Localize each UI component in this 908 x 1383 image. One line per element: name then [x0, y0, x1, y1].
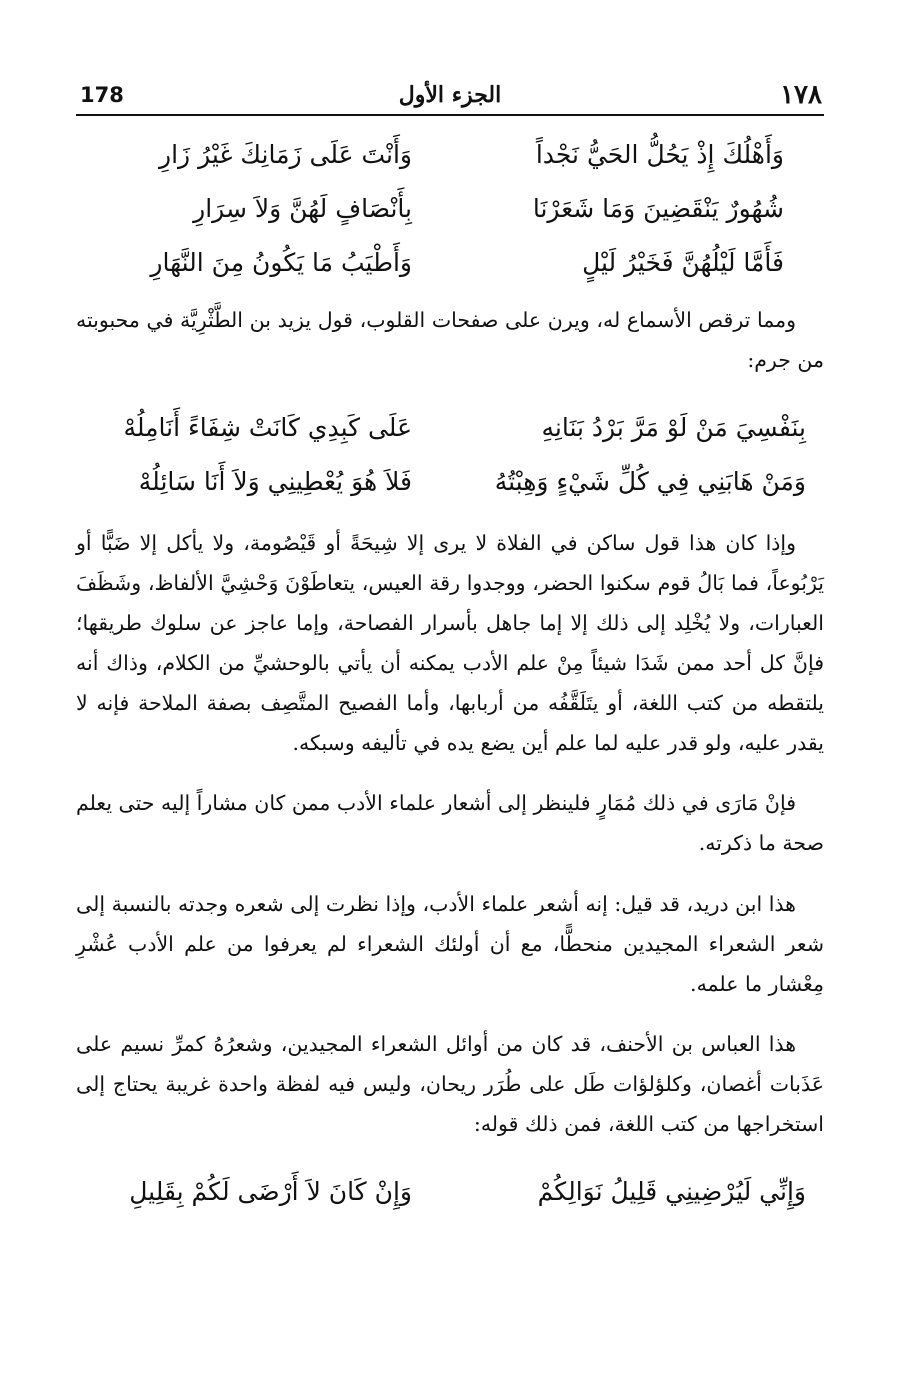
- page-number-arabic: ١٧٨: [780, 80, 822, 110]
- verse-second-hemistich: وَأَطْيَبُ مَا يَكُونُ مِنَ النَّهَارِ: [150, 248, 412, 277]
- verse-second-hemistich: فَلاَ هُوَ يُعْطِينِي وَلاَ أَنَا سَائِلُهْ: [138, 466, 412, 496]
- poem-block-1: [76, 128, 824, 290]
- verse-second-hemistich: بِأَنْصَافٍ لَهُنَّ وَلاَ سِرَارِ: [193, 194, 412, 223]
- verse-second-hemistich: وَأَنْتَ عَلَى زَمَانِكَ غَيْرُ زَارِ: [159, 140, 412, 169]
- verse-first-hemistich: بِنَفْسِيَ مَنْ لَوْ مَرَّ بَرْدُ بَنَانِهِ: [541, 412, 806, 442]
- verse-first-hemistich: فَأَمَّا لَيْلُهُنَّ فَخَيْرُ لَيْلٍ: [582, 248, 784, 277]
- verse-line: [76, 455, 824, 509]
- verse-first-hemistich: وَإِنِّي لَيُرْضِينِي قَلِيلُ نَوَالِكُمْ: [537, 1176, 806, 1206]
- book-page: [76, 78, 824, 1219]
- verse-line: [76, 236, 824, 290]
- verse-second-hemistich: عَلَى كَبِدِي كَانَتْ شِفَاءً أَنَامِلُهْ: [123, 412, 412, 442]
- poem-block-3: [76, 1165, 824, 1219]
- verse-first-hemistich: وَمَنْ هَابَنِي فِي كُلِّ شَيْءٍ وَهِبْتُهُ: [494, 466, 806, 496]
- verse-line: [76, 401, 824, 455]
- verse-line: [76, 128, 824, 182]
- verse-line: [76, 1165, 824, 1219]
- verse-first-hemistich: شُهُورٌ يَنْقَضِينَ وَمَا شَعَرْنَا: [532, 194, 784, 223]
- verse-first-hemistich: وَأَهْلُكَ إِذْ يَحُلُّ الحَيُّ نَجْداً: [535, 140, 784, 169]
- paragraph: ومما ترقص الأسماع له، ويرن على صفحات القلوب، قول يزيد بن الطَّثْرِيَّة في محبوبته من جرم:: [76, 308, 824, 372]
- paragraph: فإنْ مَارَى في ذلك مُمَارٍ فلينظر إلى أشعار علماء الأدب ممن كان مشاراً إليه حتى يعلم صحة ما ذكرته.: [76, 791, 824, 855]
- paragraph: وإذا كان هذا قول ساكن في الفلاة لا يرى إلا شِيحَةً أو قَيْصُومة، ولا يأكل إلا ضَبًّا أو يَرْبُوعاً، فما بَالُ قوم سكنوا الحضر، ووجدوا رقة العيس، يتعاطَوْنَ وَحْشِيَّ الألفاظ، وشَظَفَ العبارات، ولا يُخْلِد إلى ذلك إلا إما جاهل بأسرار الفصاحة، وإما عاجز عن سلوك طريقها؛ فإنَّ كل أحد ممن شَدَا شيئاً مِنْ علم الأدب يمكنه أن يأتي بالوحشيِّ من الكلام، وذاك أنه يلتقطه من كتب اللغة، أو يتَلَقَّفُه من أربابها، وأما الفصيح المتَّصِف بصفة الملاحة فإنه لا يقدر عليه، ولو قدر عليه لما علم أين يضع يده في تأليفه وسبكه.: [76, 530, 824, 755]
- page-header: [76, 78, 824, 116]
- page-number-latin: 178: [80, 83, 124, 107]
- paragraph: هذا العباس بن الأحنف، قد كان من أوائل الشعراء المجيدين، وشعرُهُ كمرِّ نسيم على عَذَبات أغصان، وكلؤلؤات طَل على طُرَر ريحان، وليس فيه لفظة واحدة غريبة يحتاج إلى استخراجها من كتب اللغة، فمن ذلك قوله:: [76, 1032, 824, 1136]
- verse-line: [76, 182, 824, 236]
- poem-block-2: [76, 401, 824, 509]
- running-title: الجزء الأول: [398, 82, 502, 108]
- paragraph: هذا ابن دريد، قد قيل: إنه أشعر علماء الأدب، وإذا نظرت إلى شعره وجدته بالنسبة إلى شعر الشعراء المجيدين منحطًّا، مع أن أولئك الشعراء لم يعرفوا من علم الأدب عُشْرِ مِعْشار ما علمه.: [76, 891, 824, 996]
- verse-second-hemistich: وَإِنْ كَانَ لاَ أَرْضَى لَكُمْ بِقَلِيلِ: [129, 1176, 412, 1206]
